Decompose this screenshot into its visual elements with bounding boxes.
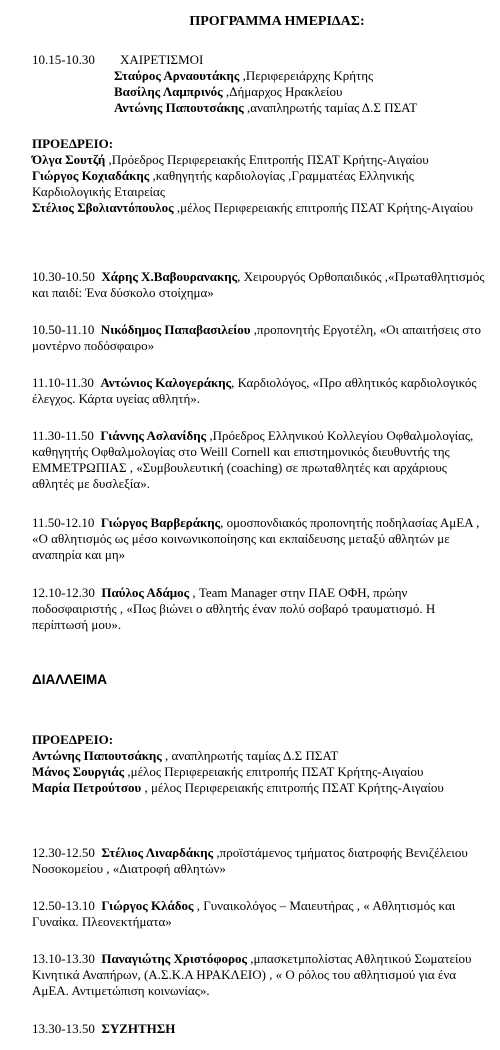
- person-name: Αντώνης Παπουτσάκης: [114, 100, 244, 115]
- presidium-block: [32, 732, 492, 796]
- greeting-person: [32, 68, 492, 84]
- greetings-label: ΧΑΙΡΕΤΙΣΜΟΙ: [120, 52, 204, 67]
- member-name: Αντώνης Παπουτσάκης: [32, 748, 162, 763]
- talk-time: 11.10-11.30: [32, 375, 94, 390]
- member-role: ,μέλος Περιφερειακής επιτροπής ΠΣΑΤ Κρήτης-Αιγαίου: [173, 200, 473, 215]
- person-name: Βασίλης Λαμπρινός: [114, 84, 223, 99]
- speaker-name: Στέλιος Λιναρδάκης: [101, 845, 214, 860]
- talk-item: [32, 322, 492, 354]
- presidium-heading: ΠΡΟΕΔΡΕΙΟ:: [32, 732, 114, 747]
- talk-time: 12.10-12.30: [32, 585, 95, 600]
- presidium-heading: ΠΡΟΕΔΡΕΙΟ:: [32, 136, 114, 151]
- talk-item: [32, 375, 492, 407]
- talk-description: ,προϊστάμενος τμήματος διατροφής Βενιζέλειου Νοσοκομείου , «Διατροφή αθλητών»: [32, 845, 468, 876]
- talk-item: [32, 585, 492, 633]
- talk-item: [32, 951, 492, 999]
- member-role: ,μέλος Περιφερειακής επιτροπής ΠΣΑΤ Κρήτης-Αιγαίου: [124, 764, 424, 779]
- talk-item: [32, 269, 492, 301]
- greetings-time: 10.15-10.30: [32, 52, 95, 67]
- discussion-time: 13.30-13.50: [32, 1021, 95, 1036]
- presidium-member: [32, 152, 492, 168]
- speaker-name: Γιώργος Βαρβεράκης: [100, 515, 221, 530]
- talk-description: ,Πρόεδρος Ελληνικού Κολλεγίου Οφθαλμολογίας, καθηγητής Οφθαλμολογίας στο Weill Cornell και επιστημονικός διευθυντής της ΕΜΜΕΤΡΩΠΙΑΣ , «Συμβουλευτική (coaching) σε πρωταθλητές και αρχάριους αθλητές με δυσλεξία».: [32, 428, 474, 491]
- talk-description: , ομοσπονδιακός προπονητής ποδηλασίας ΑμΕΑ , «Ο αθλητισμός ως μέσο κοινωνικοποίησης και εκπαίδευσης μεταξύ αθλητών με αναπηρία και μη»: [32, 515, 480, 562]
- talk-time: 11.30-11.50: [32, 428, 94, 443]
- talk-item: [32, 845, 492, 877]
- speaker-name: Γιάννης Ασλανίδης: [100, 428, 207, 443]
- speaker-name: Αντώνιος Καλογεράκης: [100, 375, 232, 390]
- presidium-member: [32, 200, 492, 216]
- greetings-block: [32, 52, 492, 116]
- person-role: ,Περιφερειάρχης Κρήτης: [239, 68, 374, 83]
- presidium-member: [32, 748, 492, 764]
- talk-item: [32, 515, 492, 563]
- talk-time: 11.50-12.10: [32, 515, 95, 530]
- member-name: Μάνος Σουργιάς: [32, 764, 125, 779]
- presidium-member: [32, 168, 492, 200]
- talk-item: [32, 428, 492, 492]
- greeting-person: [32, 84, 492, 100]
- member-role: , αναπληρωτής ταμίας Δ.Σ ΠΣΑΤ: [161, 748, 339, 763]
- speaker-name: Νικόδημος Παπαβασιλείου: [100, 322, 251, 337]
- talk-description: ,μπασκετμπολίστας Αθλητικού Σωματείου Κινητικά Αναπήρων, (Α.Σ.Κ.Α ΗΡΑΚΛΕΙΟ) , « Ο ρόλος του αθλητισμού για ένα ΑμΕΑ. Αντιμετώπιση κοινωνίας».: [32, 951, 472, 998]
- speaker-name: Χάρης Χ.Βαβουρανακης: [101, 269, 238, 284]
- presidium-block: [32, 136, 492, 216]
- member-name: Μαρία Πετρούτσου: [32, 780, 142, 795]
- talk-description: , Καρδιολόγος, «Προ αθλητικός καρδιολογικός έλεγχος. Κάρτα υγείας αθλητή».: [32, 375, 477, 406]
- presidium-member: [32, 780, 492, 796]
- talk-description: , Team Manager στην ΠΑΕ ΟΦΗ, πρώην ποδοσφαιριστής , «Πως βιώνει ο αθλητής έναν πολύ σοβαρό τραυματισμό. Η περίπτωσή μου».: [32, 585, 436, 632]
- page-title: ΠΡΟΓΡΑΜΜΑ ΗΜΕΡΙΔΑΣ:: [189, 14, 365, 29]
- talk-time: 12.30-12.50: [32, 845, 95, 860]
- greeting-person: [32, 100, 492, 116]
- speaker-name: Παναγιώτης Χριστόφορος: [101, 951, 247, 966]
- presidium-member: [32, 764, 492, 780]
- greetings-header: [32, 52, 492, 68]
- talk-time: 12.50-13.10: [32, 898, 95, 913]
- person-role: ,αναπληρωτής ταμίας Δ.Σ ΠΣΑΤ: [243, 100, 418, 115]
- member-role: ,Πρόεδρος Περιφερειακής Επιτροπής ΠΣΑΤ Κρήτης-Αιγαίου: [105, 152, 429, 167]
- talk-time: 10.50-11.10: [32, 322, 95, 337]
- member-name: Στέλιος Σβολιαντόπουλος: [32, 200, 174, 215]
- member-name: Όλγα Σουτζή: [32, 152, 106, 167]
- person-role: ,Δήμαρχος Ηρακλείου: [222, 84, 343, 99]
- person-name: Σταύρος Αρναουτάκης: [114, 68, 240, 83]
- discussion-label: ΣΥΖΗΤΗΣΗ: [101, 1021, 176, 1036]
- break-label: ΔΙΑΛΛΕΙΜΑ: [32, 672, 107, 687]
- talk-description: , Χειρουργός Ορθοπαιδικός ,«Πρωταθλητισμός και παιδί: Ένα δύσκολο στοίχημα»: [32, 269, 485, 300]
- talk-description: , Γυναικολόγος – Μαιευτήρας , « Αθλητισμός και Γυναίκα. Πλεονεκτήματα»: [32, 898, 456, 929]
- talk-time: 13.10-13.30: [32, 951, 95, 966]
- member-role: , μέλος Περιφερειακής επιτροπής ΠΣΑΤ Κρήτης-Αιγαίου: [141, 780, 444, 795]
- talk-description: ,προπονητής Εργοτέλη, «Οι απαιτήσεις στο μοντέρνο ποδόσφαιρο»: [32, 322, 482, 353]
- talk-item: [32, 898, 492, 930]
- speaker-name: Γιώργος Κλάδος: [101, 898, 194, 913]
- member-role: ,καθηγητής καρδιολογίας ,Γραμματέας Ελληνικής Καρδιολογικής Εταιρείας: [32, 168, 414, 199]
- speaker-name: Παύλος Αδάμος: [101, 585, 190, 600]
- talk-time: 10.30-10.50: [32, 269, 95, 284]
- member-name: Γιώργος Κοχιαδάκης: [32, 168, 150, 183]
- discussion-item: [32, 1021, 492, 1037]
